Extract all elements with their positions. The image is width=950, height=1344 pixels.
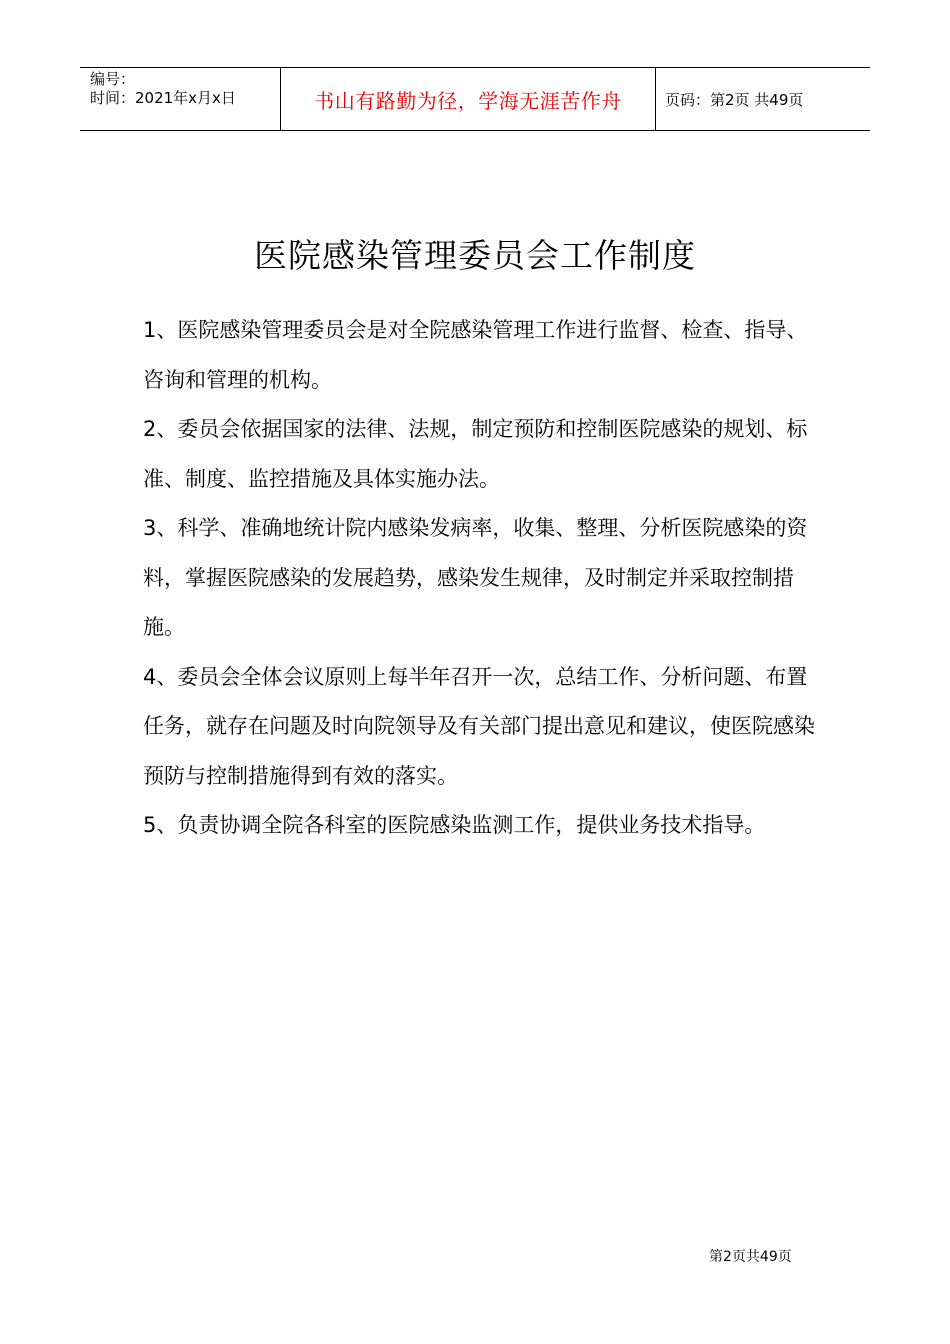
paragraph-3: 3、科学、准确地统计院内感染发病率，收集、整理、分析医院感染的资料，掌握医院感染的发展趋势，感染发生规律，及时制定并采取控制措施。 — [143, 516, 808, 639]
time-label: 时间：2021年x月x日 — [90, 89, 236, 107]
header-meta-cell — [80, 68, 280, 130]
header-page-cell — [656, 68, 870, 130]
motto-text: 书山有路勤为径，学海无涯苦作舟 — [314, 88, 622, 113]
page-footer: 第2页共49页 — [709, 1249, 792, 1265]
document-body — [143, 306, 823, 851]
serial-number-label: 编号： — [90, 70, 136, 88]
document-title: 医院感染管理委员会工作制度 — [254, 236, 696, 275]
paragraph-4: 4、委员会全体会议原则上每半年召开一次，总结工作、分析问题、布置任务，就存在问题及时向院领导及有关部门提出意见和建议，使医院感染预防与控制措施得到有效的落实。 — [143, 664, 815, 788]
header-motto-cell — [280, 68, 656, 130]
paragraph-5: 5、负责协调全院各科室的医院感染监测工作，提供业务技术指导。 — [143, 813, 766, 837]
paragraph-1: 1、医院感染管理委员会是对全院感染管理工作进行监督、检查、指导、咨询和管理的机构。 — [143, 318, 808, 392]
header-page-info: 页码：第2页 共49页 — [665, 90, 804, 109]
page-header — [80, 67, 870, 131]
paragraph-2: 2、委员会依据国家的法律、法规，制定预防和控制医院感染的规划、标准、制度、监控措施及具体实施办法。 — [143, 417, 808, 491]
